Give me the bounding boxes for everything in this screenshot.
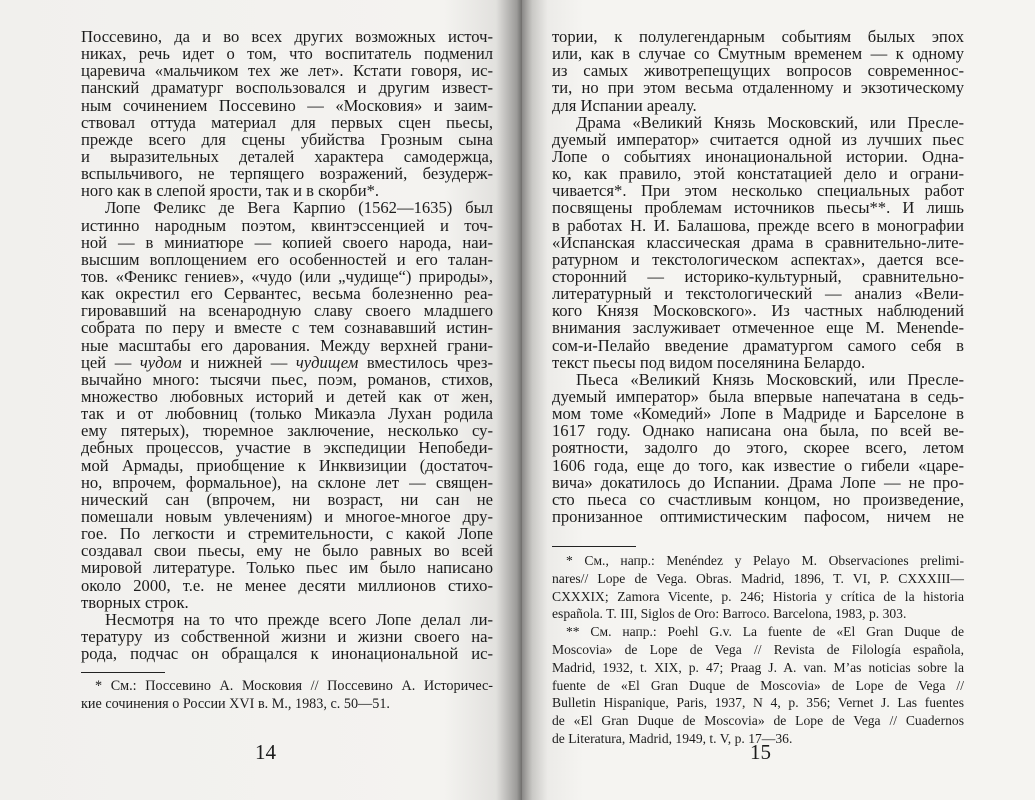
text-segment: Bulletin Hispanique, Paris, 1937, N 4, p. 356; Vernet J. Las fuentes [552,695,964,711]
text-line [552,439,964,456]
text-segment: и выразительных деталей характера самодержца, [81,146,493,166]
text-segment: Пьеса «Великий Князь Московский, или Пресле- [576,369,964,389]
text-segment: рода, подчас он обращался к инонациональной ис- [81,644,493,664]
text-line [81,491,493,508]
text-line [81,405,493,422]
text-segment: нический сан (впрочем, ни возраст, ни сан не [81,489,493,509]
text-segment: CXXXIX; Zamora Vicente, p. 246; Historia y crítica de la historia [552,588,964,604]
text-line [81,645,493,662]
text-segment: как окрестил его Сервантес, весьма болезненно реа- [81,284,493,304]
text-segment: Madrid, 1932, t. XIX, p. 47; Praag J. A. van. M’as noticias sobre la [552,659,964,675]
text-segment: вича» докатилось до Испании. Драма Лопе — не про- [552,472,964,492]
text-segment: * См., напр.: Menéndez y Pelayo M. Observaciones prelimi- [566,553,964,568]
text-segment: ратурном и текстологическом аспектах», дается все- [552,249,964,269]
text-segment: nares// Lope de Vega. Obras. Madrid, 1896, T. VI, P. CXXXIII— [552,570,964,586]
footnote-divider [81,672,165,673]
text-segment: вспыльчивого, не терпящего возражений, безудерж- [81,164,493,184]
text-segment: Драма «Великий Князь Московский, или Пресле- [576,112,964,132]
text-line [552,623,964,641]
text-segment: кого Князя Московского». Из частных наблюдений [552,301,964,321]
text-line [552,712,964,730]
text-segment: помешали новым увлечениям) и многое-многое дру- [81,506,493,526]
text-line [552,588,964,606]
text-line [552,182,964,199]
text-segment: панский драматург воспользовался и другим извест- [81,78,493,98]
text-segment: сом-и-Пелайо введение драматургом самого себя в [552,335,964,355]
text-line [81,388,493,405]
text-line [81,217,493,234]
text-segment: для Испании ареалу. [552,95,697,115]
text-line [552,319,964,336]
italic-text: чудом [139,352,182,372]
text-segment: в работах Н. И. Балашова, прежде всего в монографии [552,215,964,235]
text-line [552,285,964,302]
text-segment: творных строк. [81,592,189,612]
text-segment: создавал свои пьесы, ему не было равных во всей [81,541,493,561]
text-segment: мом томе «Комедий» Лопе в Мадриде и Барселоне в [552,404,964,424]
text-segment: тературу из собственной жизни и жизни своего на- [81,626,493,646]
text-line [81,319,493,336]
text-line [552,97,964,114]
text-segment: гое. По легкости и стремительности, с какой Лопе [81,524,493,544]
text-segment: сторонний — историко-культурный, сравнительно- [552,266,964,286]
main-text [81,28,493,662]
text-line [81,97,493,114]
text-segment: мой Армады, приобщение к Инквизиции (достаточ- [81,455,493,475]
text-segment: вычайно много: тысячи пьес, поэм, романов, стихов, [81,369,493,389]
text-line [81,474,493,491]
text-line [552,677,964,695]
text-line [552,491,964,508]
text-line [552,508,964,525]
text-segment: ** См. напр.: Poehl G.v. La fuente de «El Gran Duque de [566,624,964,640]
text-segment: Поссевино, да и во всех других возможных источ- [81,27,493,46]
text-line [552,217,964,234]
text-line [81,148,493,165]
text-line [81,337,493,354]
text-segment: 1606 года, еще до того, как известие о гибели «царе- [552,455,964,475]
text-segment: вместилось чрез- [358,352,493,372]
text-line [552,165,964,182]
text-segment: Лопе о событиях инонациональной истории. Одна- [552,146,964,166]
text-line [552,45,964,62]
text-line [552,641,964,659]
text-line [552,388,964,405]
text-line [81,577,493,594]
text-line [81,165,493,182]
text-line [81,439,493,456]
text-segment: «Испанская классическая драма в сравнительно-лите- [552,232,964,252]
text-line [81,199,493,216]
text-line [81,182,493,199]
text-segment: ствовал оттуда материал для первых сцен пьесы, [81,112,493,132]
text-segment: ко, как правило, этой констатацией дело и ограни- [552,164,964,184]
text-segment: de Literatura, Madrid, 1949, t. V, p. 17—36. [552,730,793,746]
text-line [81,628,493,645]
text-segment: истинно народным поэтом, квинтэссенцией и точ- [81,215,493,235]
text-segment: чивается*. При этом несколько специальных работ [552,181,964,201]
text-line [81,268,493,285]
text-segment: кие сочинения о России XVI в. М., 1983, с. 50—51. [81,695,390,712]
text-segment: тов. «Феникс гениев», «чудо (или „чудище“) природы», [81,266,493,286]
text-line [81,45,493,62]
text-segment: но, впрочем, формальное), на склоне лет — священ- [81,472,493,492]
text-line [81,525,493,542]
text-segment: * См.: Поссевино А. Московия // Поссевино А. Историчес- [95,678,493,694]
text-segment: Moscovia» de Lope de Vega // Revista de Filología española, [552,641,964,657]
text-segment: ему пятерых), тюремное заключение, несколько су- [81,421,493,441]
text-segment: ного как в слепой ярости, так и в скорби*. [81,181,380,201]
text-segment: дуемый император» считается одной из лучших пьес [552,129,964,149]
text-segment: тории, к полулегендарным событиям былых эпох [552,27,964,46]
text-segment: никах, речь идет о том, что воспитатель подменил [81,44,493,64]
text-segment: ной — в миниатюре — копией своего народа, наи- [81,232,493,252]
text-line [552,302,964,319]
text-line [552,62,964,79]
text-segment: из самых животрепещущих вопросов современнос- [552,61,964,81]
text-line [81,594,493,611]
text-segment: текст пьесы под видом поселянина Белардо. [552,352,866,372]
text-segment: 1617 году. Однако написана она была, по всей ве- [552,421,964,441]
text-line [81,251,493,268]
text-line [552,234,964,251]
text-segment: мировой литературе. Только пьес им было написано [81,558,493,578]
text-line [552,337,964,354]
text-segment: собрата по перу и вместе с тем сознававший истин- [81,318,493,338]
text-line [81,28,493,45]
text-line [552,659,964,677]
text-line [552,371,964,388]
text-segment: или, как в случае со Смутным временем — к одному [552,44,964,64]
text-segment: fuente de «El Gran Duque de Moscovia» de Lope de Vega // [552,677,964,693]
text-segment: дебных процессов, участие в экспедиции Непобеди- [81,438,493,458]
text-line [552,422,964,439]
text-segment: Несмотря на то что прежде всего Лопе делал ли- [105,609,493,629]
text-line [552,694,964,712]
text-segment: ным сочинением Поссевино — «Московия» и заим- [81,95,493,115]
text-line [81,371,493,388]
text-line [81,62,493,79]
text-line [552,131,964,148]
footnotes [552,552,964,748]
text-line [552,405,964,422]
text-line [552,268,964,285]
text-segment: de «El Gran Duque de Moscovia» de Lope de Vega // Cuadernos [552,713,964,729]
text-line [552,570,964,588]
right-page [522,0,1035,800]
text-line [81,559,493,576]
text-segment: множество любовных историй и детей как от жен, [81,386,493,406]
page-number: 15 [750,740,771,764]
text-line [81,457,493,474]
text-line [552,605,964,623]
text-line [81,114,493,131]
text-segment: дуемый император» была впервые напечатана в седь- [552,386,964,406]
text-segment: посвящены проблемам источников пьесы**. И лишь [552,198,964,218]
text-segment: и нижней — [181,352,296,372]
text-segment: ные масштабы его дарования. Между верхней грани- [81,335,493,355]
text-line [81,508,493,525]
text-segment: так и от любовниц (только Микаэла Лухан родила [81,404,493,424]
footnote-divider [552,546,636,547]
text-line [552,148,964,165]
text-line [81,234,493,251]
text-line [552,457,964,474]
text-line [81,678,493,696]
footnotes [81,678,493,714]
text-segment: роятности, задолго до этого, скорее всего, летом [552,438,964,458]
text-line [552,552,964,570]
text-line [81,131,493,148]
text-segment: ти, но при этом весьма отдаленному и экзотическому [552,78,964,98]
text-line [552,114,964,131]
text-segment: española. T. III, Siglos de Oro: Barroco. Barcelona, 1983, p. 303. [552,606,907,622]
text-segment: цей — [81,352,140,372]
text-line [552,474,964,491]
main-text [552,28,964,525]
text-line [81,611,493,628]
text-line [552,28,964,45]
text-segment: пронизанное оптимистическим пафосом, ничем не [552,506,964,526]
page-number: 14 [255,740,276,764]
text-segment: литературный и текстологический — анализ «Вели- [552,284,964,304]
text-segment: сто пьеса со счастливым концом, но произведение, [552,489,964,509]
text-line [552,199,964,216]
text-line [552,251,964,268]
text-line [552,79,964,96]
text-line [81,696,493,714]
text-line [552,354,964,371]
text-segment: царевича «мальчиком тех же лет». Кстати говоря, ис- [81,61,493,81]
text-line [81,422,493,439]
text-segment: внимания заслуживает отмеченное еще М. Менende- [552,318,964,338]
text-line [81,79,493,96]
text-segment: высшим воплощением его особенностей и его талан- [81,249,493,269]
text-segment: около 2000, т.е. не менее десяти миллионов стихо- [81,575,493,595]
text-line [81,285,493,302]
text-segment: гировавший на всенародную славу своего младшего [81,301,493,321]
text-segment: Лопе Феликс де Вега Карпио (1562—1635) был [105,198,493,218]
italic-text: чудищем [295,352,359,372]
text-line [81,354,493,371]
text-segment: прежде всего для сцены убийства Грозным сына [81,129,493,149]
text-line [81,302,493,319]
text-line [81,542,493,559]
